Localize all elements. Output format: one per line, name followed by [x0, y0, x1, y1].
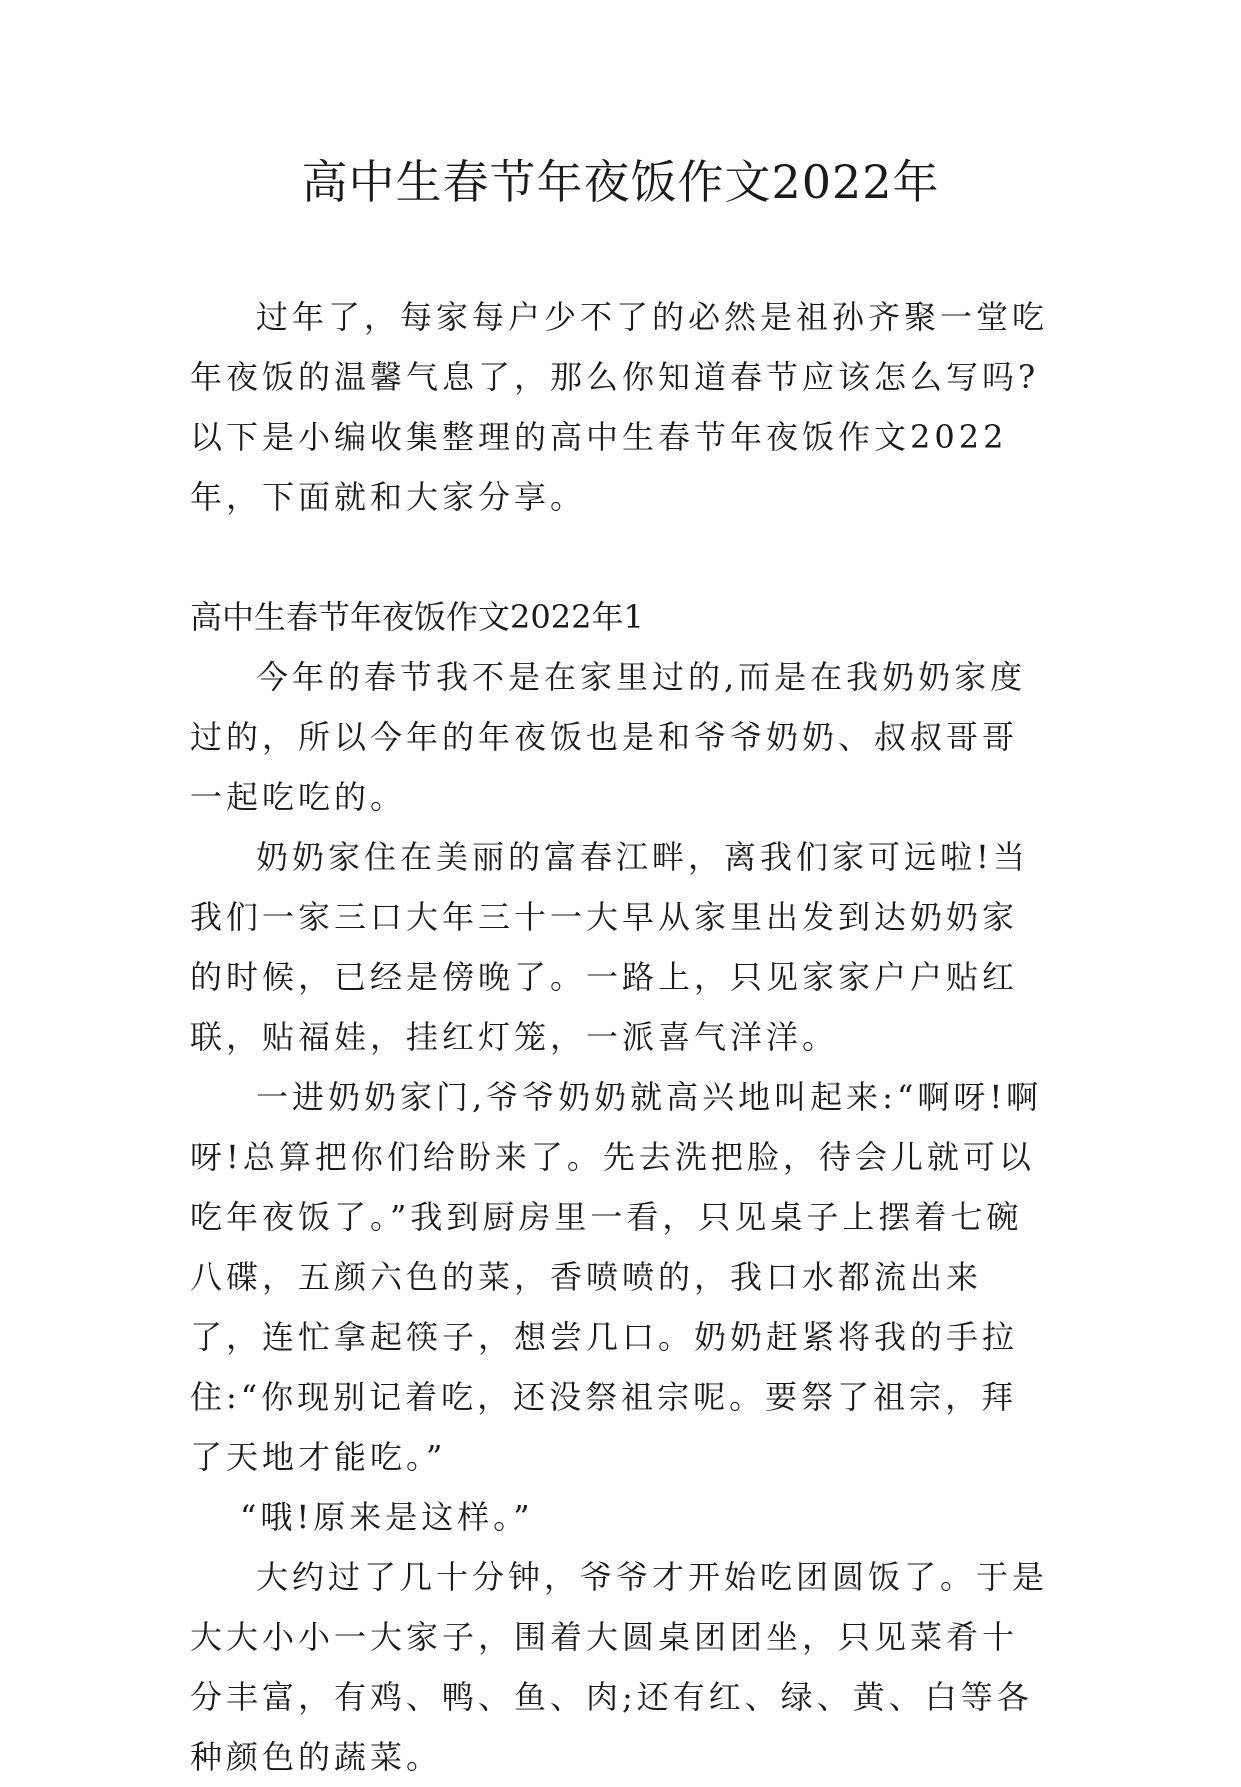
section-heading: 高中生春节年夜饭作文2022年1: [190, 598, 644, 636]
document-title: 高中生春节年夜饭作文2022年: [301, 155, 940, 209]
body-paragraph: 奶奶家住在美丽的富春江畔，离我们家可远啦!当我们一家三口大年三十一大早从家里出发到达奶奶家的时候，已经是傍晚了。一路上，只见家家户户贴红联，贴福娃，挂红灯笼，一派喜气洋洋。: [190, 838, 1029, 1056]
body-paragraph: “哦!原来是这样。”: [240, 1498, 534, 1536]
body-paragraph: 一进奶奶家门,爷爷奶奶就高兴地叫起来:“啊呀!啊呀!总算把你们给盼来了。先去洗把脸，待会儿就可以吃年夜饭了。”我到厨房里一看，只见桌子上摆着七碗八碟，五颜六色的菜，香喷喷的，我口水都流出来了，连忙拿起筷子，想尝几口。奶奶赶紧将我的手拉住:“你现别记着吃，还没祭祖宗呢。要祭了祖宗，拜了天地才能吃。”: [190, 1078, 1043, 1476]
document-body: [190, 287, 1050, 1787]
body-paragraph: 今年的春节我不是在家里过的,而是在我奶奶家度过的，所以今年的年夜饭也是和爷爷奶奶、叔叔哥哥一起吃吃的。: [190, 658, 1027, 816]
body-paragraph: 大约过了几十分钟，爷爷才开始吃团圆饭了。于是大大小小一大家子，围着大圆桌团团坐，只见菜肴十分丰富，有鸡、鸭、鱼、肉;还有红、绿、黄、白等各种颜色的蔬菜。: [190, 1558, 1049, 1776]
intro-paragraph: 过年了，每家每户少不了的必然是祖孙齐聚一堂吃年夜饭的温馨气息了，那么你知道春节应该怎么写吗?以下是小编收集整理的高中生春节年夜饭作文2022年，下面就和大家分享。: [190, 298, 1049, 516]
